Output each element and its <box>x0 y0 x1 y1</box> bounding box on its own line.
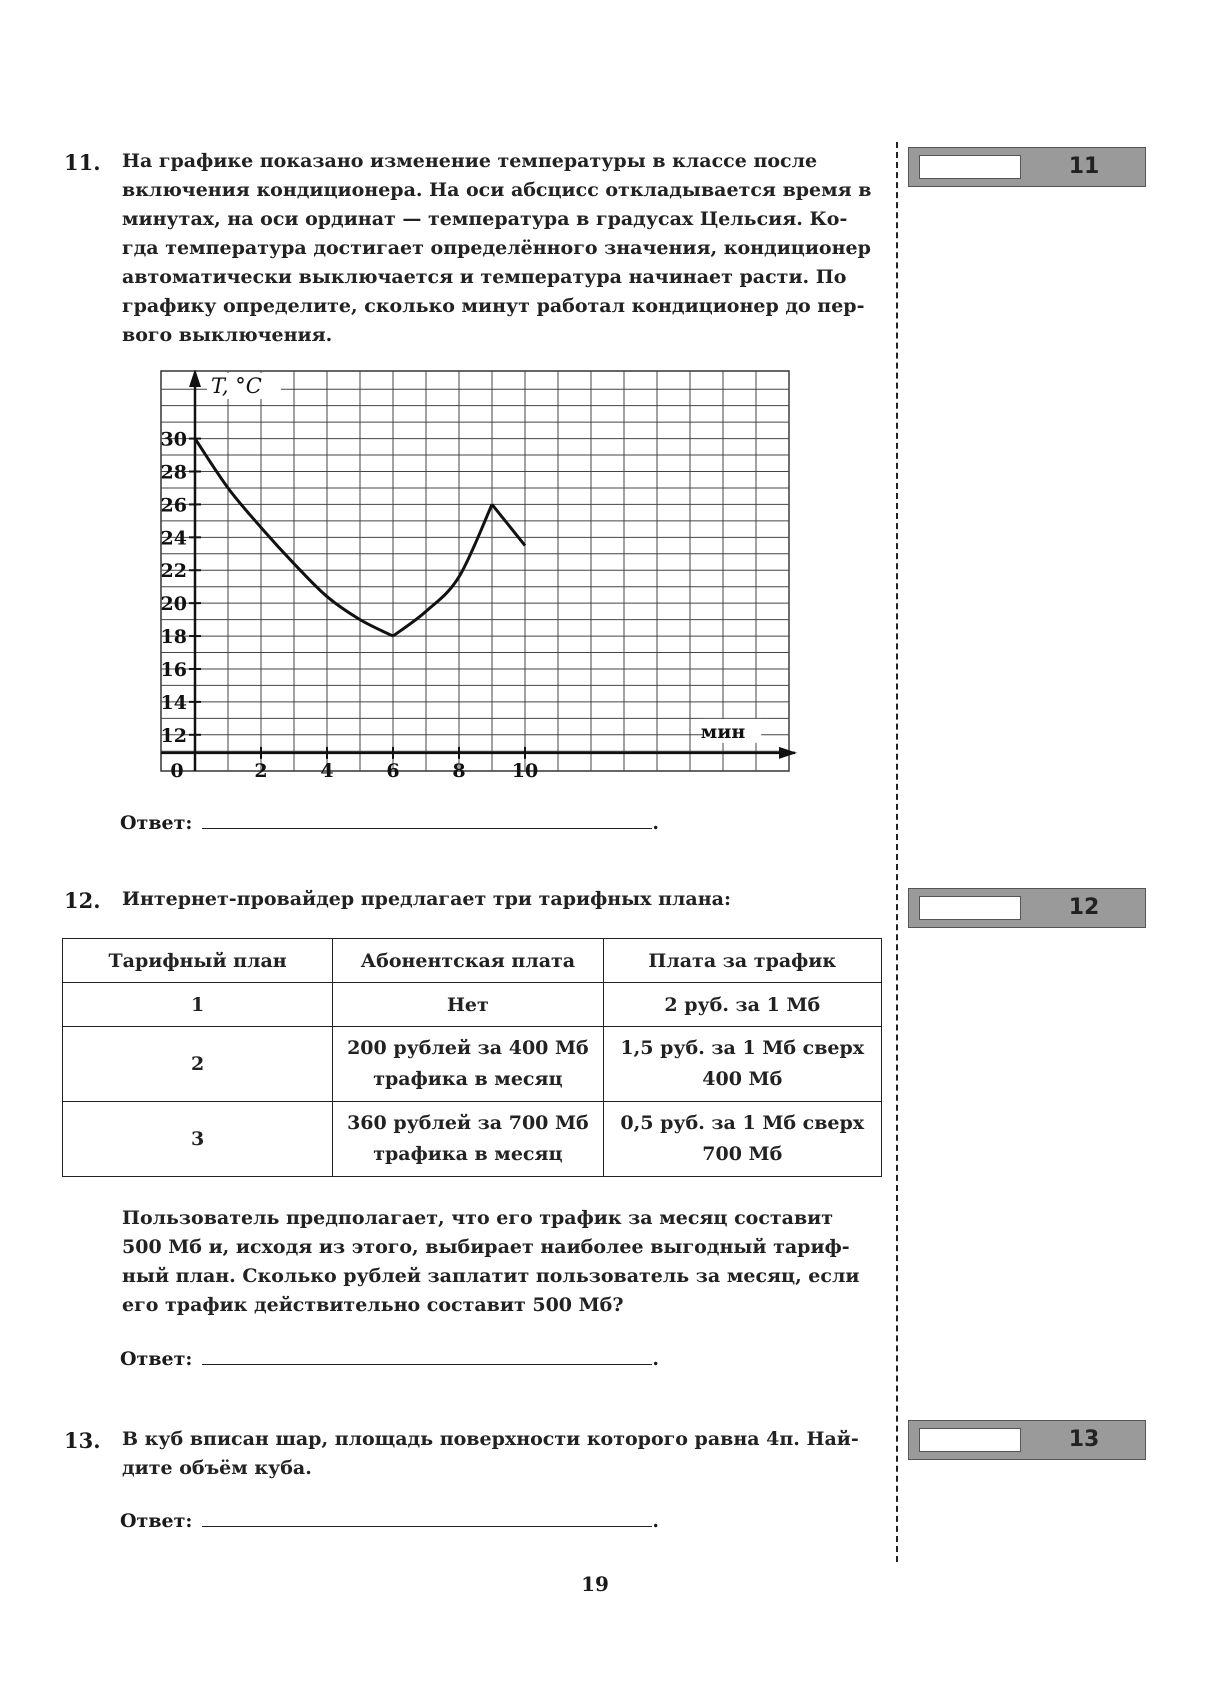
q11-number: 11. <box>64 150 101 175</box>
x-tick-label: 2 <box>254 759 268 782</box>
q13-number: 13. <box>64 1428 101 1453</box>
q13-answer-field[interactable] <box>202 1508 652 1527</box>
q11-answer <box>120 810 659 834</box>
page-number: 19 <box>581 1572 609 1596</box>
cell-line: трафика в месяц <box>373 1143 563 1165</box>
q12-tag-number: 12 <box>1068 895 1100 920</box>
cell-line: 200 рублей за 400 Мб <box>347 1037 589 1059</box>
q12-answer-box[interactable] <box>919 896 1021 920</box>
y-tick-label: 24 <box>160 527 187 550</box>
table-cell-traffic: 2 руб. за 1 Мб <box>603 983 881 1027</box>
q12-text <box>122 1204 886 1320</box>
chart-ticks <box>189 439 525 759</box>
q13-text <box>122 1425 886 1483</box>
y-tick-label: 20 <box>160 593 187 616</box>
table-header: Абонентская плата <box>333 939 603 983</box>
q11-line: вого выключения. <box>122 324 333 346</box>
table-header-row <box>63 939 882 983</box>
q12-line: ный план. Сколько рублей заплатит пользователь за месяц, если <box>122 1265 860 1287</box>
q11-tag-number: 11 <box>1068 154 1100 179</box>
x-tick-label: 6 <box>386 759 400 782</box>
y-tick-label: 22 <box>160 560 187 583</box>
q13-answer <box>120 1508 659 1532</box>
q13-tag-number: 13 <box>1068 1427 1100 1452</box>
q11-answer-box[interactable] <box>919 155 1021 179</box>
q12-answer-tag <box>908 888 1146 928</box>
q11-line: включения кондиционера. На оси абсцисс откладывается время в <box>122 179 872 201</box>
y-tick-label: 16 <box>160 658 187 681</box>
q12-answer <box>120 1346 659 1370</box>
q13-answer-tag <box>908 1420 1146 1460</box>
y-tick-label: 26 <box>160 494 187 517</box>
cell-line: 360 рублей за 700 Мб <box>347 1112 589 1134</box>
table-cell-fee <box>333 1102 603 1177</box>
table-cell-plan: 1 <box>63 983 333 1027</box>
cell-line: 0,5 руб. за 1 Мб сверх <box>620 1112 865 1134</box>
q11-answer-label: Ответ: <box>120 812 193 834</box>
y-tick-label: 18 <box>160 626 187 649</box>
q12-intro: Интернет-провайдер предлагает три тарифных плана: <box>122 888 731 910</box>
table-row <box>63 983 882 1027</box>
q12-line: 500 Мб и, исходя из этого, выбирает наиболее выгодный тариф- <box>122 1236 850 1258</box>
q12-number: 12. <box>64 888 101 913</box>
q11-text <box>122 147 886 350</box>
x-axis-arrow <box>779 747 797 759</box>
table-cell-fee: Нет <box>333 983 603 1027</box>
table-header: Плата за трафик <box>603 939 881 983</box>
x-tick-label: 4 <box>320 759 334 782</box>
chart-labels <box>161 373 762 782</box>
table-row <box>63 1027 882 1102</box>
table-header: Тарифный план <box>63 939 333 983</box>
y-tick-label: 12 <box>160 724 187 747</box>
q11-answer-tag <box>908 147 1146 187</box>
table-cell-fee <box>333 1027 603 1102</box>
table-cell-plan: 2 <box>63 1027 333 1102</box>
origin-label: 0 <box>170 759 184 782</box>
tariff-table <box>62 938 882 1177</box>
cut-line <box>896 142 898 1562</box>
q11-answer-dot: . <box>652 812 660 834</box>
x-axis-label: мин <box>700 720 746 743</box>
x-tick-label: 10 <box>511 759 539 782</box>
y-tick-label: 30 <box>160 428 187 451</box>
q11-line: графику определите, сколько минут работал кондиционер до пер- <box>122 295 865 317</box>
x-tick-label: 8 <box>452 759 466 782</box>
q12-answer-dot: . <box>652 1348 660 1370</box>
q11-line: автоматически выключается и температура начинает расти. По <box>122 266 847 288</box>
q13-line: дите объём куба. <box>122 1457 312 1479</box>
temperature-curve <box>492 504 525 545</box>
cell-line: 1,5 руб. за 1 Мб сверх <box>620 1037 865 1059</box>
q12-answer-label: Ответ: <box>120 1348 193 1370</box>
table-cell-plan: 3 <box>63 1102 333 1177</box>
q11-line: гда температура достигает определённого значения, кондиционер <box>122 237 871 259</box>
table-cell-traffic <box>603 1102 881 1177</box>
table-cell-traffic <box>603 1027 881 1102</box>
q11-line: минутах, на оси ординат — температура в градусах Цельсия. Ко- <box>122 208 848 230</box>
cell-line: 700 Мб <box>702 1143 783 1165</box>
chart-frame <box>161 371 789 771</box>
table-row <box>63 1102 882 1177</box>
q13-answer-dot: . <box>652 1510 660 1532</box>
q11-answer-field[interactable] <box>202 810 652 829</box>
q12-line: его трафик действительно составит 500 Мб? <box>122 1294 624 1316</box>
y-axis-label: T, °C <box>211 374 262 398</box>
q13-line: В куб вписан шар, площадь поверхности которого равна 4π. Най- <box>122 1428 859 1450</box>
q13-answer-label: Ответ: <box>120 1510 193 1532</box>
cell-line: трафика в месяц <box>373 1068 563 1090</box>
q12-line: Пользователь предполагает, что его трафик за месяц составит <box>122 1207 834 1229</box>
temperature-chart <box>150 370 800 782</box>
q11-line: На графике показано изменение температуры в классе после <box>122 150 818 172</box>
q12-answer-field[interactable] <box>202 1346 652 1365</box>
y-tick-label: 14 <box>160 691 187 714</box>
cell-line: 400 Мб <box>702 1068 783 1090</box>
y-tick-label: 28 <box>160 461 187 484</box>
chart-grid <box>161 371 789 771</box>
y-axis-arrow <box>189 370 201 387</box>
q13-answer-box[interactable] <box>919 1428 1021 1452</box>
